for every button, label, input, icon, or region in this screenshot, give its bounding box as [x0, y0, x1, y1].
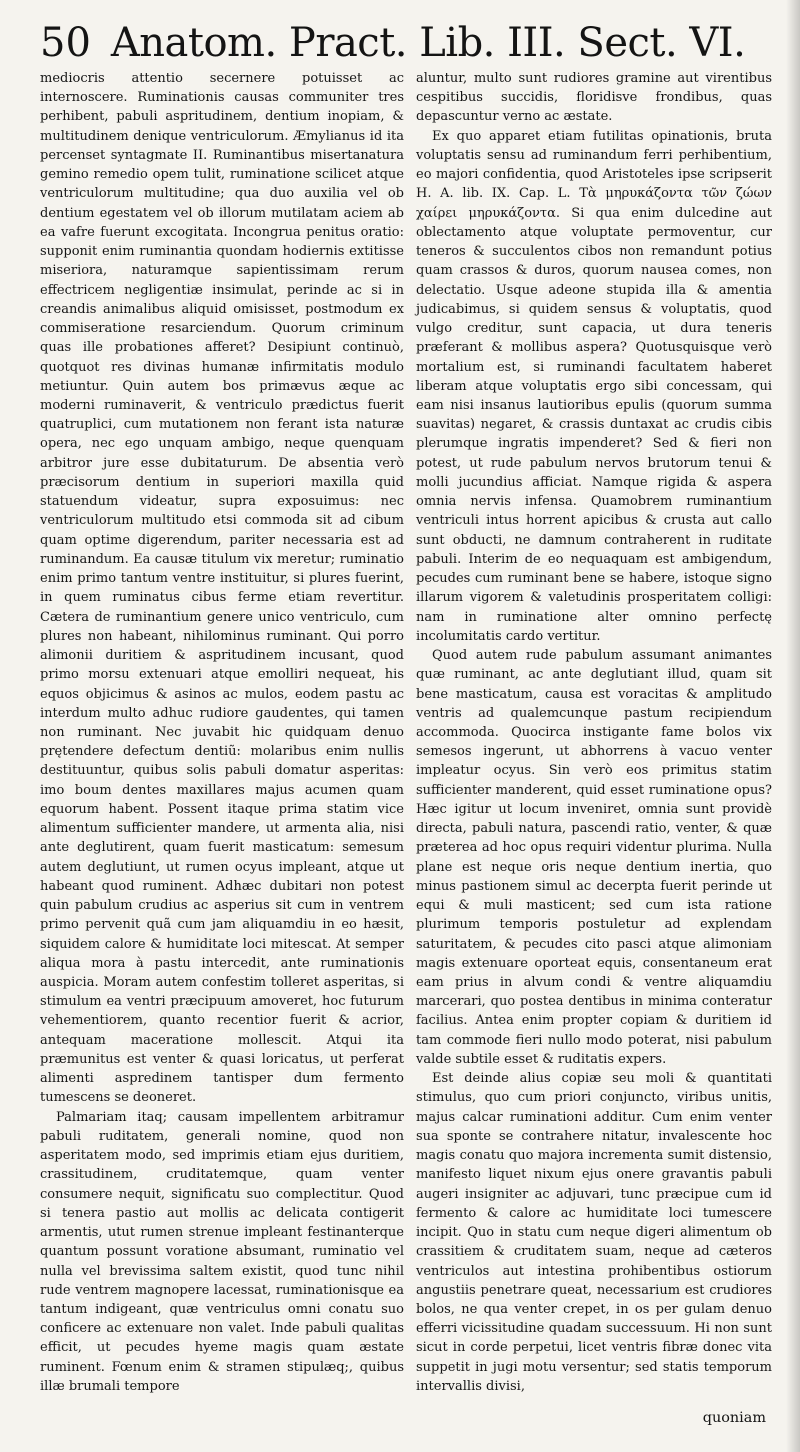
paragraph: Ex quo apparet etiam futilitas opinationis, bruta voluptatis sensu ad ruminandum ferri perhibentium, eo majori confidentia, quod Aristoteles ipse scripserit H. A. lib. IX. Cap. L. Τὰ μηρυκάζοντα τῶν ζώων χαίρει μηρυκάζοντα. Si qua enim dulcedine aut oblectamento atque voluptate permoventur, cur teneros & succulentos cibos non remandunt potius quam crassos & duros, quorum nausea comes, non delectatio. Usque adeone stupida illa & amentia judicabimus, si quidem sensus & voluptatis, quod vulgo creditur, sunt capacia, ut dura teneris præferant & mollibus aspera? Quotusquisque verò mortalium est, si ruminandi facultatem haberet liberam atque voluptatis ergo sibi concessam, qui eam nisi insanus lautioribus epulis (quorum summa suavitas) negaret, & crassis duntaxat ac crudis cibis plerumque ingratis impenderet? Sed & fieri non potest, ut rude pabulum nervos brutorum tenui & molli jucundius afficiat. Namque rigida & aspera omnia nervis infensa. Quamobrem ruminantium ventriculi intus horrent apicibus & crusta aut callo sunt obducti, ne damnum contraherent in ruditate pabuli. Interim de eo nequaquam est ambigendum, pecudes cum ruminant bene se habere, istoque signo illarum vigorem & valetudinis prosperitatem colligi: nam in ruminatione alter omnino perfectę incolumitatis cardo vertitur. — [416, 128, 772, 644]
page-header — [40, 18, 770, 68]
catchword: quoniam — [702, 1410, 766, 1426]
right-column — [416, 69, 772, 1396]
paragraph: aluntur, multo sunt rudiores gramine aut virentibus cespitibus succidis, floridisve frondibus, quas depascuntur verno ac æstate. — [416, 71, 772, 125]
page-edge-shadow — [786, 0, 800, 1452]
paragraph: Quod autem rude pabulum assumant animantes quæ ruminant, ac ante deglutiant illud, quam sit bene masticatum, causa est voracitas & amplitudo ventris ad qualemcunque pastum recipiendum accommoda. Quocirca instigante fame bolos vix semesos ingerunt, ut abhorrens à vacuo venter impleatur ocyus. Sin verò eos primitus statim sufficienter manderent, quid esset ruminatione opus? Hæc igitur ut locum inveniret, omnia sunt providè directa, pabuli natura, pascendi ratio, venter, & quæ præterea ad hoc opus requiri videntur plurima. Nulla plane est neque oris neque dentium inertia, quo minus pastionem simul ac decerpta fuerit perinde ut equi & muli masticent; sed cum ista ratione plurimum temporis postuletur ad explendam saturitatem, & pecudes cito pasci atque alimoniam magis extenuare oporteat equis, consentaneum erat eam prius in alvum condi & ventre aliquamdiu marcerari, quo postea dentibus in minima conteratur facilius. Antea enim propter copiam & duritiem id tam commode fieri nullo modo poterat, nisi pabulum valde subtile esset & ruditatis expers. — [416, 648, 772, 1067]
paragraph: Palmariam itaq; causam impellentem arbitramur pabuli ruditatem, generali nomine, quod non asperitatem modo, sed imprimis etiam ejus duritiem, crassitudinem, cruditatemque, quam venter consumere nequit, significatu suo complectitur. Quod si tenera pastio aut mollis ac delicata contigerit armentis, utut rumen strenue impleant festinanterque quantum possunt voratione absumant, ruminatio vel nulla vel brevissima saltem existit, quod tunc nihil rude ventrem magnopere lacessat, ruminationisque ea tantum indigeant, quæ ventriculus omni conatu suo conficere ac extenuare non valet. Inde pabuli qualitas efficit, ut pecudes hyeme magis quam æstate ruminent. Fœnum enim & stramen stipulæq;, quibus illæ brumali tempore — [40, 1109, 404, 1394]
paragraph: mediocris attentio secernere potuisset ac internoscere. Ruminationis causas communiter tres perhibent, pabuli aspritudinem, dentium inopiam, & multitudinem denique ventriculorum. Æmylianus id ita percenset syntagmate II. Ruminantibus misertanatura gemino remedio opem tulit, ruminatione scilicet atque ventriculorum multitudine; qua duo auxilia vel ob dentium egestatem vel ob illorum mutilatam aciem ab ea vafre fuerunt excogitata. Incongrua penitus oratio: supponit enim ruminantia quondam hodiernis extitisse miseriora, naturamque sapientissimam rerum effectricem negligentiæ insimulat, perinde ac si in creandis animalibus aliquid omisisset, postmodum ex commiseratione resarciendum. Quorum criminum quas ille probationes afferet? Desipiunt continuò, quotquot res divinas humanæ infirmitatis modulo metiuntur. Quin autem bos primævus æque ac moderni ruminaverit, & ventriculo prædictus fuerit quatruplici, cum mutationem non ferant ista naturæ opera, nec ego unquam ambigo, neque quenquam arbitror jure esse dubitaturum. De absentia verò præcisorum dentium in superiori maxilla quid statuendum videatur, supra exposuimus: nec ventriculorum multitudo etsi commoda sit ad cibum quam optime digerendum, pariter necessaria est ad ruminandum. Ea causæ titulum vix meretur; ruminatio enim primo tantum ventre instituitur, si plures fuerint, in quem ruminatus cibus ferme etiam revertitur. Cætera de ruminantium genere unico ventriculo, cum plures non habeant, nihilominus ruminant. Qui porro alimonii duritiem & aspritudinem incusant, quod primo morsu extenuari atque emolliri nequeat, his equos objicimus & asinos ac mulos, eodem pastu ac interdum multo adhuc rudiore gaudentes, qui tamen non ruminant. Nec juvabit hic quidquam denuo prętendere defectum dentiũ: molaribus enim nullis destituuntur, quibus solis pabuli domatur asperitas: imo boum dentes maxillares majus acumen quam equorum habent. Possent itaque prima statim vice alimentum sufficienter mandere, ut armenta alia, nisi ante deglutirent, quam fuerit masticatum: semesum autem deglutiunt, ut rumen ocyus impleant, atque ut habeant quod ruminent. Adhæc dubitari non potest quin pabulum crudius ac asperius sit cum in ventrem primo pervenit quã cum jam aliquamdiu in eo hæsit, siquidem calore & humiditate loci mitescat. At semper aliqua mora à pastu intercedit, ante ruminationis auspicia. Moram autem confestim tolleret asperitas, si stimulum ea ventri præcipuum amoveret, hoc futurum vehementiorem, quanto recentior fuerit & acrior, antequam maceratione mollescit. Atqui ita præmunitus est venter & quasi loricatus, ut perferat alimenti aspredinem tantisper dum fermento tumescens se deoneret. — [40, 71, 404, 1106]
running-title: Anatom. Pract. Lib. III. Sect. VI. — [110, 20, 746, 66]
page-number: 50 — [40, 20, 91, 66]
left-column — [40, 69, 404, 1396]
paragraph: Est deinde alius copiæ seu moli & quantitati stimulus, quo cum priori conjuncto, viribus unitis, majus calcar ruminationi additur. Cum enim venter sua sponte se contrahere nitatur, invalescente hoc magis conatu quo majora incrementa sumit distensio, manifesto liquet nixum ejus onere gravantis pabuli augeri insigniter ac adjuvari, tunc præcipue cum id fermento & calore ac humiditate loci tumescere incipit. Quo in statu cum neque digeri alimentum ob crassitiem & cruditatem suam, neque ad cæteros ventriculos aut intestina prohibentibus ostiorum angustiis penetrare queat, necessarium est crudiores bolos, ne qua venter crepet, in os per gulam denuo efferri vicissitudine quadam successuum. Hi non sunt sicut in corde perpetui, licet ventris fibræ donec vita suppetit in jugi motu versentur; sed statis temporum intervallis divisi, — [416, 1071, 772, 1394]
